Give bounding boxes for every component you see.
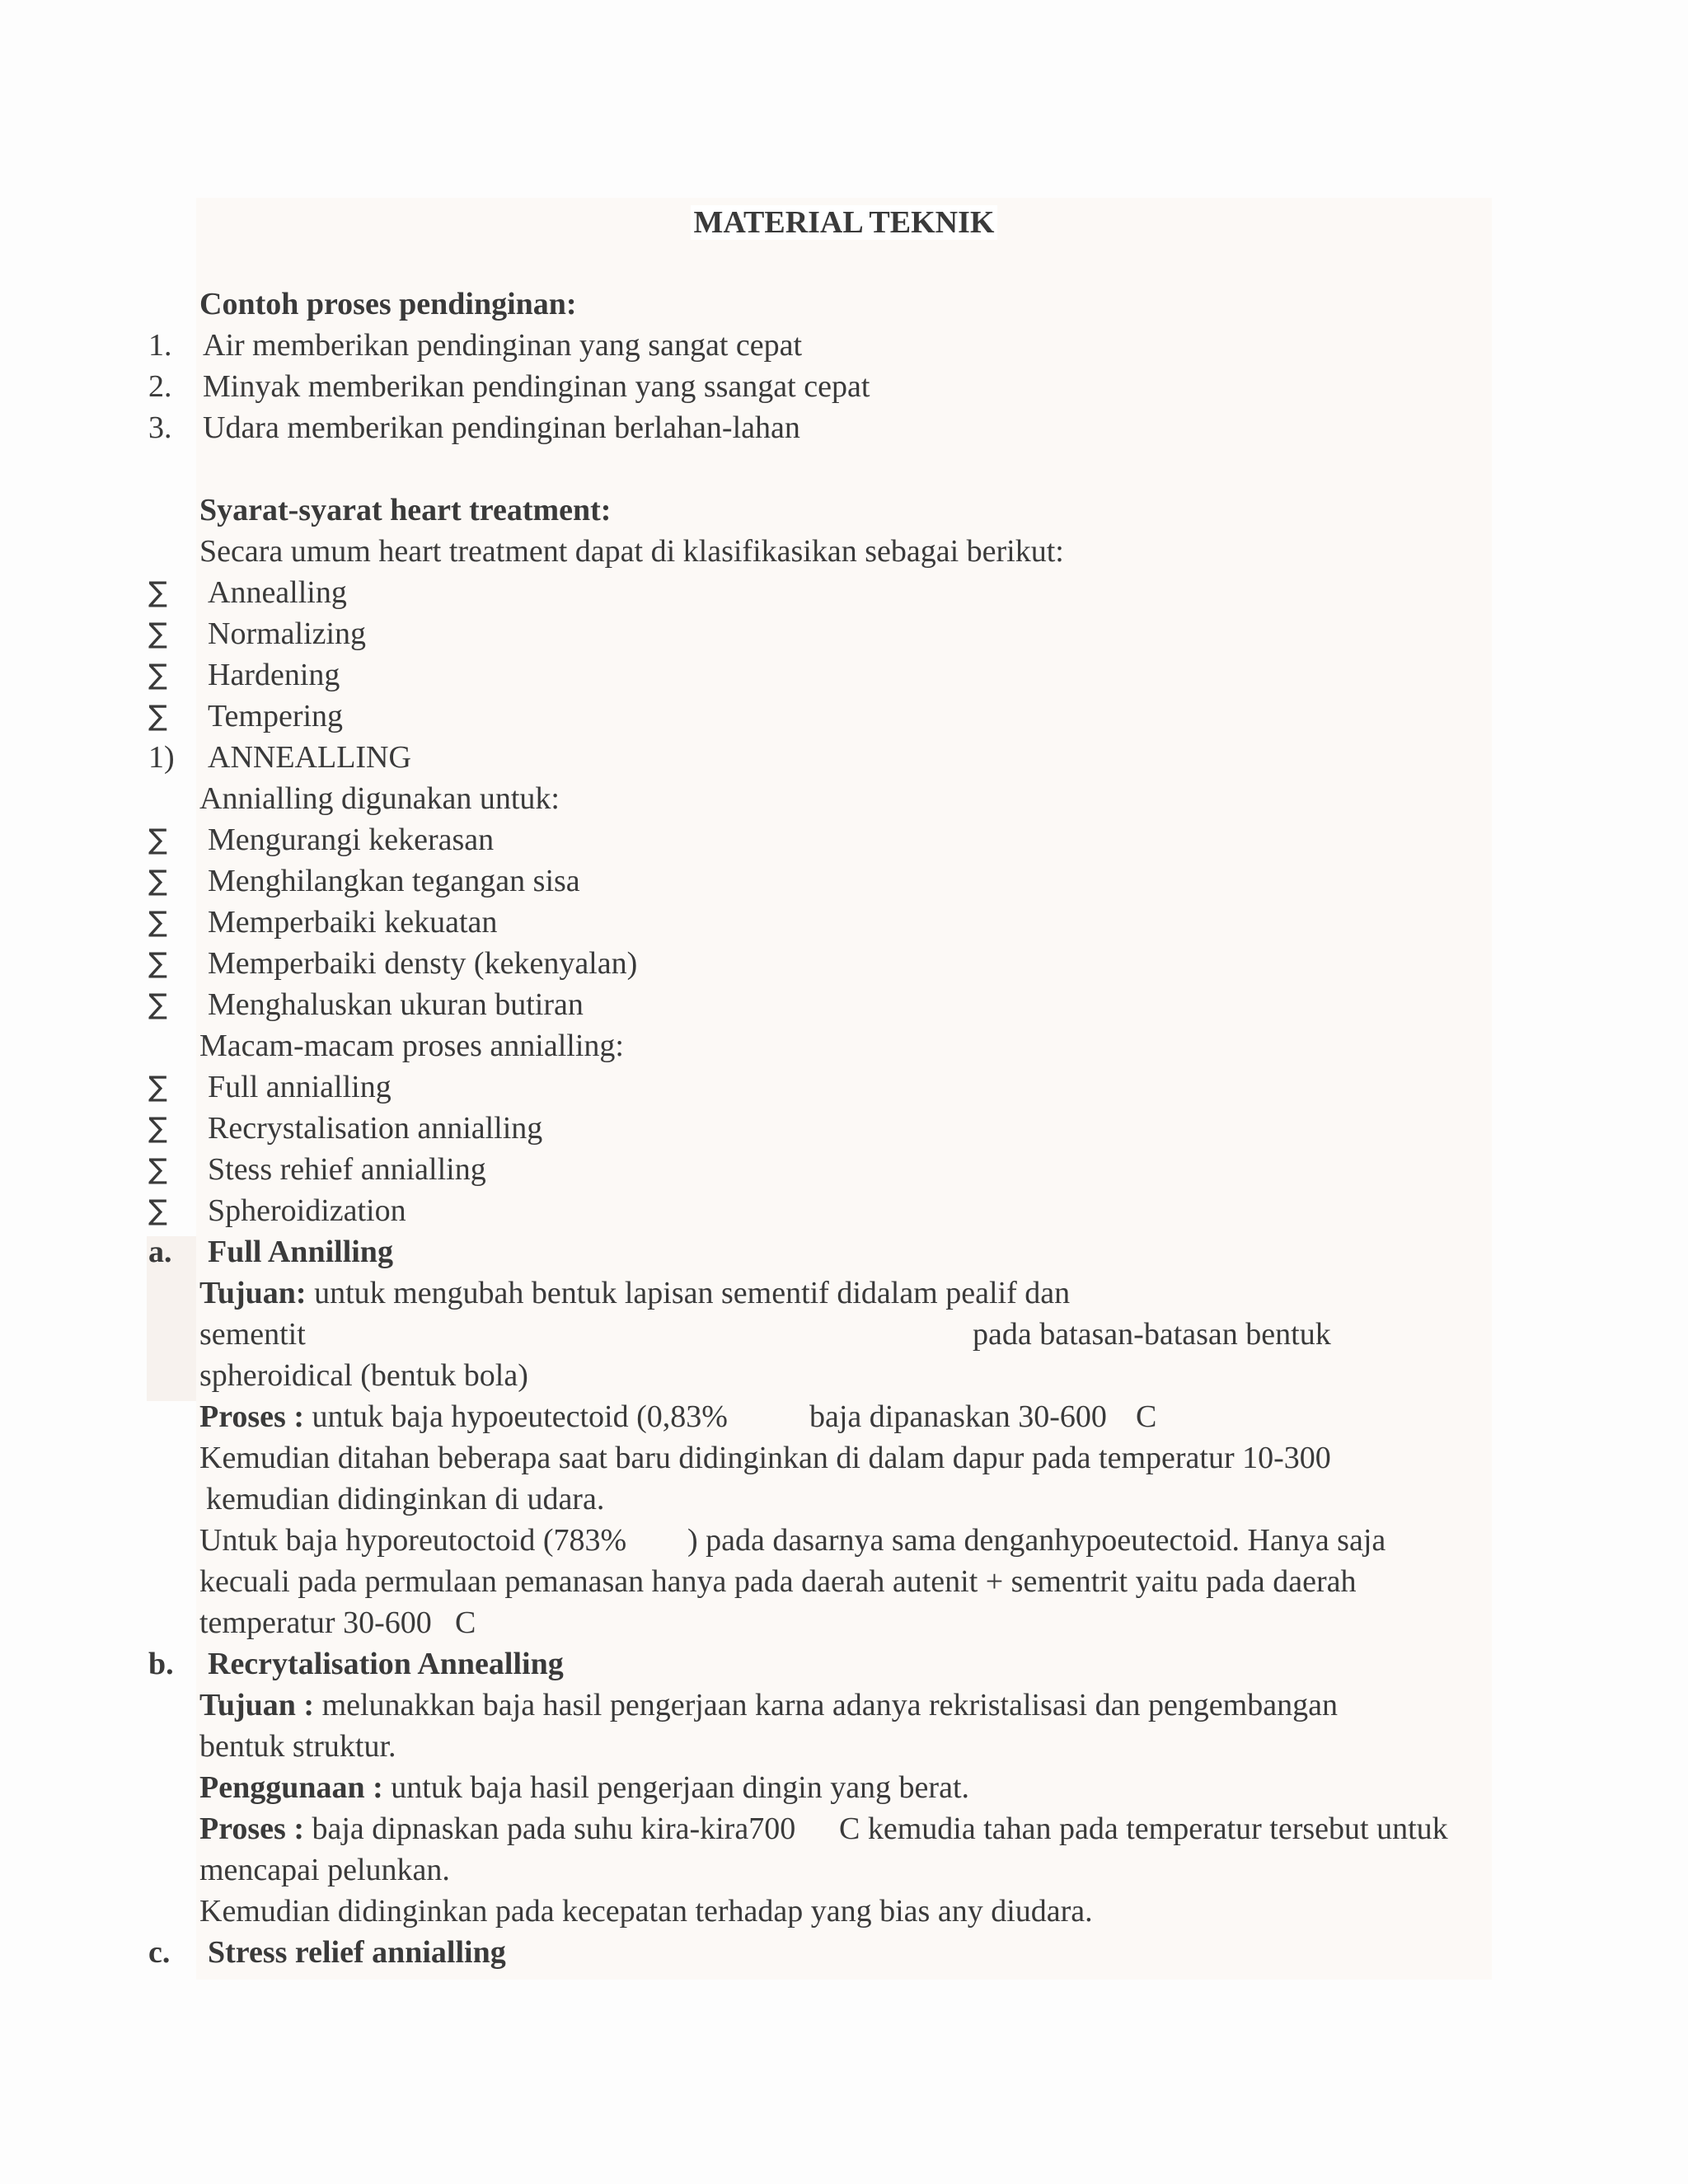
document-page: MATERIAL TEKNIK Contoh proses pendinginan: 1. Air memberikan pendinginan yang sangat cepat 2. Minyak memberikan pendinginan yang ssangat cepat 3. Udara memberikan pendinginan berlahan-lahan Syarat-syarat heart treatment: Secara umum heart treatment dapat di klasifikasikan sebagai berikut: ∑ Annealling ∑ Normalizing ∑ Hardening ∑ Tempering 1) ANNEALLING Annialling digunakan untuk: ∑ Mengurangi kekerasan ∑ Menghilangkan tegangan sisa ∑ Memperbaiki kekuatan ∑ Memperbaiki densty (kekenyalan) ∑ Menghaluskan ukuran butiran Macam-macam proses annialling: ∑ Full annialling ∑ Recrystalisation annialling ∑ Stess rehief annialling ∑ Spheroidization a. Full Annilling Tujuan: untuk mengubah bentuk lapisan sementif didalam pealif dan sementit pada batasan-batasan bentuk spheroidical (bentuk bola) Proses : untuk baja hypoeutectoid (0,83% baja dipanaskan 30-600 C Kemudian ditahan beberapa saat baru didinginkan di dalam dapur pada temperatur 10-300 kemudian didinginkan di udara. Untuk baja hyporeutoctoid (783% ) pada dasarnya sama denganhypoeutectoid. Hanya saja kecuali pada permulaan pemanasan hanya pada daerah autenit + sementrit yaitu pada daerah temperatur 30-600 C b. Recrytalisation Annealling Tujuan : melunakkan baja hasil pengerjaan karna adanya rekristalisasi dan pengembangan bentuk struktur. Penggunaan : untuk baja hasil pengerjaan dingin yang berat. Proses : baja dipnaskan pada suhu kira-kira700 C kemudia tahan pada temperatur tersebut untuk mencapai pelunkan. Kemudian didinginkan pada kecepatan terhadap yang bias any diudara. c. Stress relief annialling bbox=[0, 0, 1688, 2184]
sigma-bullet-icon: ∑ bbox=[148, 823, 167, 856]
sigma-bullet-icon: ∑ bbox=[148, 1153, 167, 1186]
sigma-bullet-icon: ∑ bbox=[148, 947, 167, 980]
full-annilling-heading: Full Annilling bbox=[208, 1235, 393, 1269]
cooling-heading: Contoh proses pendinginan: bbox=[199, 287, 577, 321]
document-title: MATERIAL TEKNIK bbox=[0, 201, 1688, 244]
sigma-bullet-icon: ∑ bbox=[148, 617, 167, 650]
sigma-bullet-icon: ∑ bbox=[148, 865, 167, 898]
sigma-bullet-icon: ∑ bbox=[148, 906, 167, 939]
recrystalisation-heading: Recrytalisation Annealling bbox=[208, 1647, 564, 1681]
sigma-bullet-icon: ∑ bbox=[148, 700, 167, 733]
sigma-bullet-icon: ∑ bbox=[148, 1194, 167, 1227]
sigma-bullet-icon: ∑ bbox=[148, 988, 167, 1021]
sigma-bullet-icon: ∑ bbox=[148, 576, 167, 609]
sigma-bullet-icon: ∑ bbox=[148, 1112, 167, 1145]
sigma-bullet-icon: ∑ bbox=[148, 658, 167, 691]
treatment-heading: Syarat-syarat heart treatment: bbox=[199, 493, 612, 527]
stress-relief-heading: Stress relief annialling bbox=[208, 1935, 506, 1970]
annealling-heading: ANNEALLING bbox=[208, 740, 411, 775]
sigma-bullet-icon: ∑ bbox=[148, 1071, 167, 1104]
